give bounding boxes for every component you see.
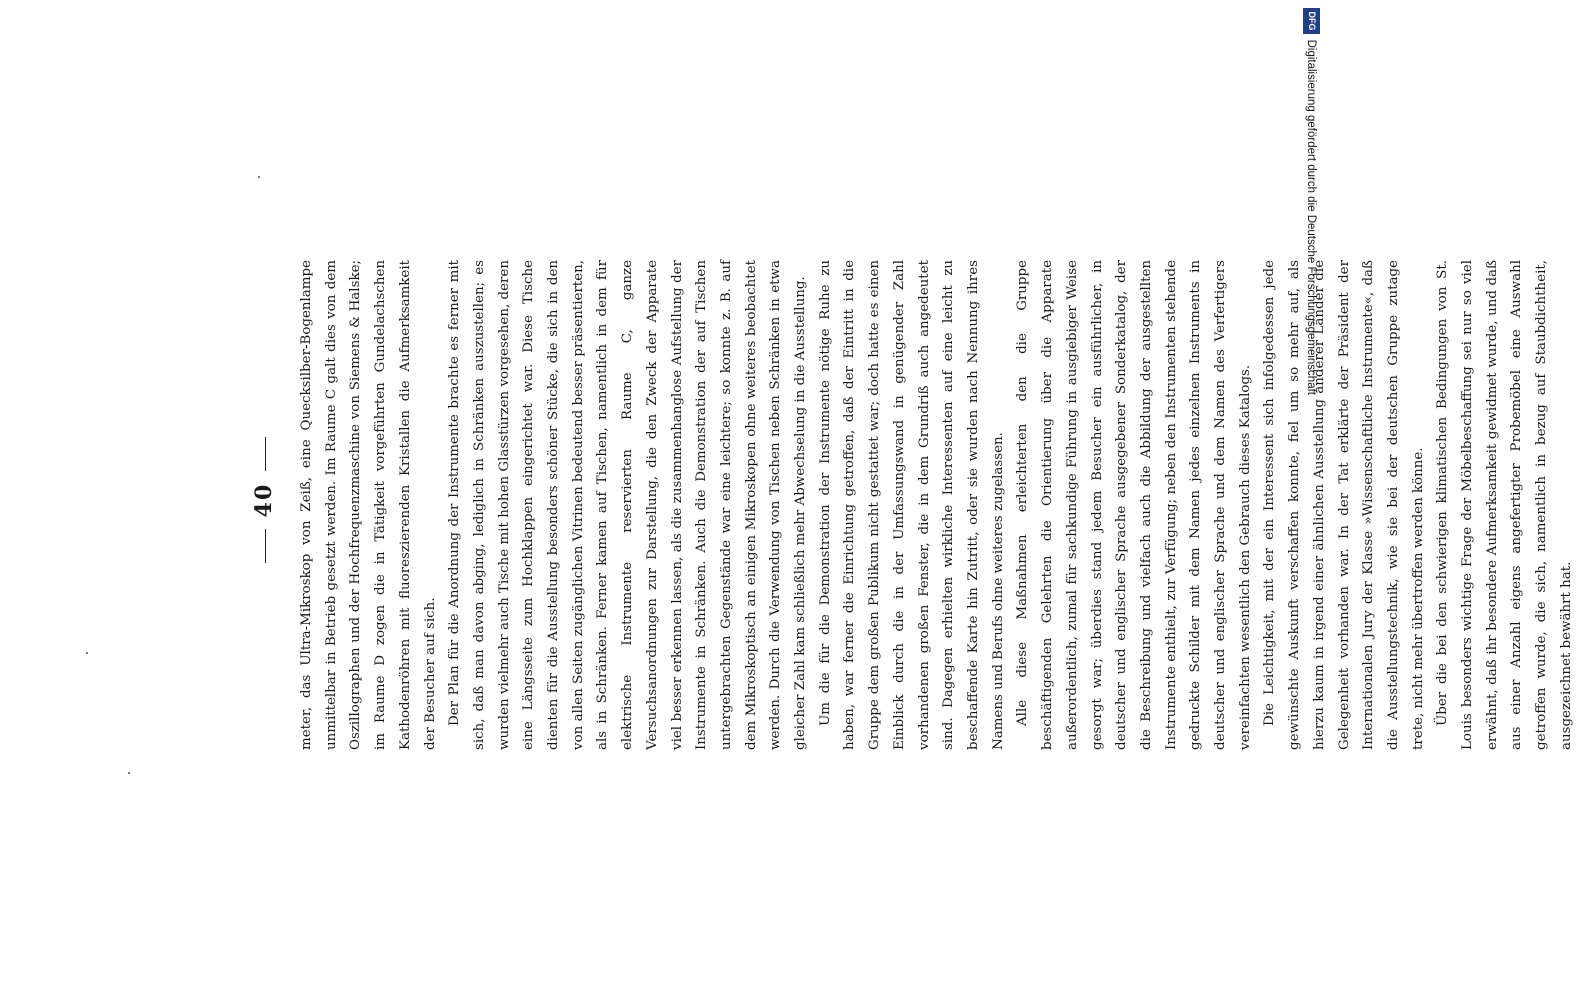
dfg-margin-note	[1300, 8, 1322, 398]
paragraph-2: Der Plan für die Anordnung der Instrumente brachte es ferner mit sich, daß man davon abging, lediglich in Schränken auszustellen; es wurden vielmehr auch Tische mit hohen Glasstürzen vorgesehen, deren eine Längsseite zum Hochklappen eingerichtet war. Diese Tische dienten für die Ausstellung besonders schöner Stücke, die sich in den von allen Seiten zugänglichen Vitrinen bedeutend besser präsentierten, als in Schränken. Ferner kamen auf Tischen, namentlich in dem für elektrische Instrumente reservierten Raume C, ganze Versuchsanordnungen zur Darstellung, die den Zweck der Apparate viel besser erkennen lassen, als die zusammenhanglose Aufstellung der Instrumente in Schränken. Auch die Demonstration der auf Tischen untergebrachten Gegenstände war eine leichtere; so konnte z. B. auf dem Mikroskoptisch an einigen Mikroskopen ohne weiteres beobachtet werden. Durch die Verwendung von Tischen neben Schränken in etwa gleicher Zahl kam schließlich mehr Abwechselung in die Ausstellung.	[447, 260, 809, 750]
dfg-funding-text: Digitalisierung gefördert durch die Deutsche Forschungsgemeinschaft	[1305, 40, 1317, 396]
paragraph-4: Alle diese Maßnahmen erleichterten den die Gruppe beschäftigenden Gelehrten die Orientierung über die Apparate außerordentlich, zumal für sachkundige Führung in ausgiebiger Weise gesorgt war; überdies stand jedem Besucher ein ausführlicher, in deutscher und englischer Sprache ausgegebener Sonderkatalog, der die Beschreibung und vielfach auch die Abbildung der ausgestellten Instrumente enthielt, zur Verfügung; neben den Instrumenten stehende gedruckte Schilder mit dem Namen jedes einzelnen Instruments in deutscher und englischer Sprache und dem Namen des Verfertigers vereinfachten wesentlich den Gebrauch dieses Katalogs.	[1015, 260, 1253, 750]
paragraph-5: Die Leichtigkeit, mit der ein Interessent sich infolgedessen jede gewünschte Auskunft verschaffen konnte, fiel um so mehr auf, als hierzu kaum in irgend einer ähnlichen Ausstellung anderer Länder die Gelegenheit vorhanden war. In der Tat erklärte der Präsident der Internationalen Jury der Klasse »Wissenschaftliche Instrumente«, daß die Ausstellungstechnik, wie sie bei der deutschen Gruppe zutage trete, nicht mehr übertroffen werden könne.	[1262, 260, 1426, 750]
right-rule	[265, 437, 266, 471]
scan-speck	[258, 176, 260, 178]
dfg-logo-icon: DFG	[1303, 8, 1320, 34]
scan-speck	[128, 772, 130, 774]
paragraph-3: Um die für die Demonstration der Instrumente nötige Ruhe zu haben, war ferner die Einrichtung getroffen, daß der Eintritt in die Gruppe dem großen Publikum nicht gestattet war; doch hatte es einen Einblick durch die in der Umfassungswand in genügender Zahl vorhandenen großen Fenster, die in dem Grundriß auch angedeutet sind. Dagegen erhielten wirkliche Interessenten auf eine leicht zu beschaffende Karte hin Zutritt, oder sie wurden nach Nennung ihres Namens und Berufs ohne weiteres zugelassen.	[817, 260, 1006, 750]
paragraph-6: Über die bei den schwierigen klimatischen Bedingungen von St. Louis besonders wichtige Frage der Möbelbeschaffung sei nur so viel erwähnt, daß ihr besondere Aufmerksamkeit gewidmet wurde, und daß aus einer Anzahl eigens angefertigter Probemöbel eine Auswahl getroffen wurde, die sich, namentlich in bezug auf Staubdichtheit, ausgezeichnet bewährt hat.	[1435, 260, 1574, 750]
body-text	[295, 260, 1580, 750]
page-number-header	[251, 180, 277, 820]
scan-speck	[86, 652, 88, 654]
left-rule	[265, 529, 266, 563]
page-number: 40	[251, 482, 277, 518]
paragraph-1: meter, das Ultra-Mikroskop von Zeiß, eine Quecksilber-Bogenlampe unmittelbar in Betrieb gesetzt werden. Im Raume C galt dies von dem Oszillographen und der Hochfrequenzmaschine von Siemens & Halske; im Raume D zogen die in Tätigkeit vorgeführten Gundelachschen Kathodenröhren mit fluoreszierenden Kristallen die Aufmerksamkeit der Besucher auf sich.	[299, 260, 438, 750]
